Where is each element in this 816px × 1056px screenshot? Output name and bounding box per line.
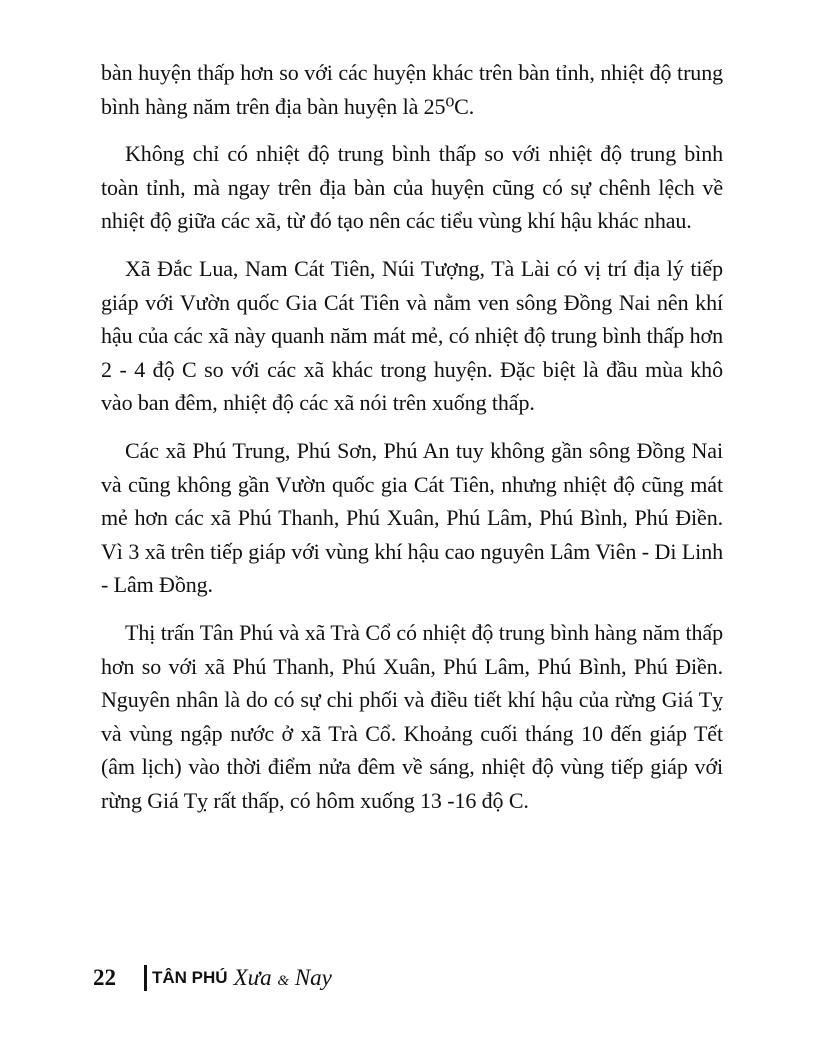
page-number: 22 <box>93 965 116 990</box>
book-subtitle-part2: Nay <box>294 965 332 990</box>
book-subtitle-amp: & <box>277 973 290 989</box>
paragraph-4: Các xã Phú Trung, Phú Sơn, Phú An tuy không gần sông Đồng Nai và cũng không gần Vườn quốc gia Cát Tiên, nhưng nhiệt độ cũng mát mẻ hơn các xã Phú Thanh, Phú Xuân, Phú Lâm, Phú Bình, Phú Điền. Vì 3 xã trên tiếp giáp với vùng khí hậu cao nguyên Lâm Viên - Di Linh - Lâm Đồng. <box>101 437 723 598</box>
book-title: TÂN PHÚ <box>152 968 228 987</box>
paragraph-5: Thị trấn Tân Phú và xã Trà Cổ có nhiệt độ trung bình hàng năm thấp hơn so với xã Phú Thanh, Phú Xuân, Phú Lâm, Phú Bình, Phú Điền. Nguyên nhân là do có sự chi phối và điều tiết khí hậu của rừng Giá Tỵ và vùng ngập nước ở xã Trà Cổ. Khoảng cuối tháng 10 đến giáp Tết (âm lịch) vào thời điểm nửa đêm về sáng, nhiệt độ vùng tiếp giáp với rừng Giá Tỵ rất thấp, có hôm xuống 13 -16 độ C. <box>101 619 723 813</box>
footer-divider <box>144 965 147 991</box>
page-footer <box>93 963 332 993</box>
book-subtitle-part1: Xưa <box>233 965 272 990</box>
book-subtitle <box>234 965 332 991</box>
paragraph-1: bàn huyện thấp hơn so với các huyện khác trên bàn tỉnh, nhiệt độ trung bình hàng năm trên địa bàn huyện là 25⁰C. <box>101 60 723 119</box>
page-body <box>101 56 723 831</box>
paragraph-3: Xã Đắc Lua, Nam Cát Tiên, Núi Tượng, Tà Lài có vị trí địa lý tiếp giáp với Vườn quốc Gia Cát Tiên và nằm ven sông Đồng Nai nên khí hậu của các xã này quanh năm mát mẻ, có nhiệt độ trung bình thấp hơn 2 - 4 độ C so với các xã khác trong huyện. Đặc biệt là đầu mùa khô vào ban đêm, nhiệt độ các xã nói trên xuống thấp. <box>101 255 723 416</box>
paragraph-2: Không chỉ có nhiệt độ trung bình thấp so với nhiệt độ trung bình toàn tỉnh, mà ngay trên địa bàn của huyện cũng có sự chênh lệch về nhiệt độ giữa các xã, từ đó tạo nên các tiểu vùng khí hậu khác nhau. <box>101 141 723 234</box>
